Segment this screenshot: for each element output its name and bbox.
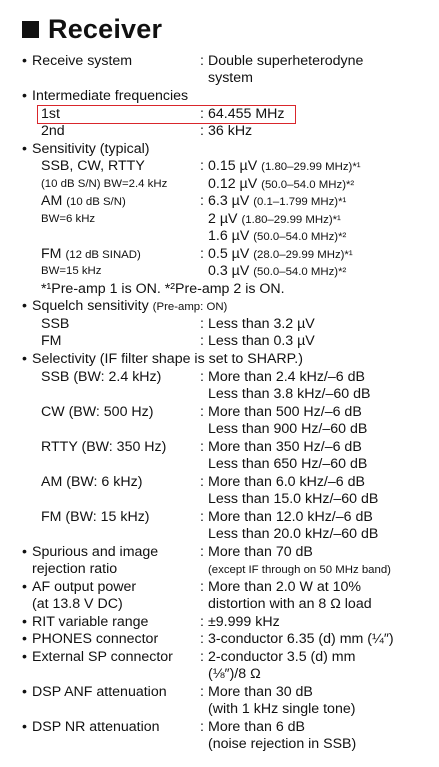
spec-colon: : xyxy=(200,544,204,560)
spec-colon: : xyxy=(200,684,204,700)
spec-value: system xyxy=(208,70,253,86)
spec-label: BW=6 kHz xyxy=(41,213,96,225)
spec-colon: : xyxy=(200,579,204,595)
spec-label: rejection ratio xyxy=(32,561,118,577)
spec-value: Less than 3.2 µV xyxy=(208,316,315,332)
spec-label: • Squelch sensitivity (Pre-amp: ON) xyxy=(32,298,227,316)
spec-label: • External SP connector xyxy=(32,649,173,666)
spec-colon: : xyxy=(200,614,204,630)
spec-colon: : xyxy=(200,246,204,262)
spec-value: More than 2.4 kHz/–6 dB xyxy=(208,369,365,385)
spec-value: More than 12.0 kHz/–6 dB xyxy=(208,509,373,525)
spec-value: 2-conductor 3.5 (d) mm xyxy=(208,649,356,665)
spec-colon: : xyxy=(200,158,204,174)
spec-label: 2nd xyxy=(41,123,65,139)
spec-label: BW=15 kHz xyxy=(41,265,102,277)
spec-colon: : xyxy=(200,123,204,139)
spec-value: (noise rejection in SSB) xyxy=(208,736,357,752)
spec-colon: : xyxy=(200,193,204,209)
spec-label: • RIT variable range xyxy=(32,614,148,631)
spec-label: • Sensitivity (typical) xyxy=(32,141,149,158)
section-title-text: Receiver xyxy=(48,13,163,44)
spec-colon: : xyxy=(200,106,204,122)
spec-label: (10 dB S/N) BW=2.4 kHz xyxy=(41,178,168,190)
spec-colon: : xyxy=(200,719,204,735)
spec-label: • Receive system xyxy=(32,53,132,70)
section-title xyxy=(22,12,162,46)
spec-label: FM (12 dB SINAD) xyxy=(41,246,141,262)
spec-colon: : xyxy=(200,316,204,332)
spec-value: 36 kHz xyxy=(208,123,253,139)
spec-label: SSB, CW, RTTY xyxy=(41,158,145,174)
spec-value: 0.12 µV (50.0–54.0 MHz)*² xyxy=(208,176,355,192)
spec-label: AM (10 dB S/N) xyxy=(41,193,126,209)
spec-value: More than 350 Hz/–6 dB xyxy=(208,439,362,455)
spec-value: More than 70 dB xyxy=(208,544,313,560)
spec-value: 1.6 µV (50.0–54.0 MHz)*² xyxy=(208,228,347,244)
footnote: *¹Pre-amp 1 is ON. *²Pre-amp 2 is ON. xyxy=(41,281,285,297)
spec-label: SSB xyxy=(41,316,70,332)
spec-colon: : xyxy=(200,439,204,455)
spec-value: More than 6 dB xyxy=(208,719,306,735)
spec-value: (⅛″)/8 Ω xyxy=(208,666,261,682)
black-square-icon xyxy=(22,21,39,38)
spec-value: ±9.999 kHz xyxy=(208,614,280,630)
spec-label: • PHONES connector xyxy=(32,631,158,648)
spec-colon: : xyxy=(200,631,204,647)
spec-label: FM xyxy=(41,333,62,349)
spec-value: Less than 0.3 µV xyxy=(208,333,315,349)
spec-value: Less than 3.8 kHz/–60 dB xyxy=(208,386,371,402)
spec-label: (at 13.8 V DC) xyxy=(32,596,123,612)
spec-value: More than 6.0 kHz/–6 dB xyxy=(208,474,365,490)
spec-value: 2 µV (1.80–29.99 MHz)*¹ xyxy=(208,211,341,227)
spec-label: • Spurious and image xyxy=(32,544,158,561)
spec-label: SSB (BW: 2.4 kHz) xyxy=(41,369,162,385)
spec-value: 3-conductor 6.35 (d) mm (¼″) xyxy=(208,631,394,647)
spec-value: (with 1 kHz single tone) xyxy=(208,701,356,717)
spec-value: distortion with an 8 Ω load xyxy=(208,596,372,612)
spec-colon: : xyxy=(200,404,204,420)
spec-colon: : xyxy=(200,474,204,490)
spec-value-note: (except IF through on 50 MHz band) xyxy=(208,564,391,576)
spec-label: • DSP NR attenuation xyxy=(32,719,160,736)
spec-value: 64.455 MHz xyxy=(208,106,285,122)
spec-label: RTTY (BW: 350 Hz) xyxy=(41,439,167,455)
spec-value: More than 2.0 W at 10% xyxy=(208,579,361,595)
spec-value: More than 500 Hz/–6 dB xyxy=(208,404,362,420)
spec-label: • Selectivity (IF filter shape is set to SHARP.) xyxy=(32,351,303,368)
spec-colon: : xyxy=(200,333,204,349)
spec-colon: : xyxy=(200,649,204,665)
spec-label: • AF output power xyxy=(32,579,136,596)
spec-label: • DSP ANF attenuation xyxy=(32,684,167,701)
spec-colon: : xyxy=(200,509,204,525)
spec-colon: : xyxy=(200,53,204,69)
spec-value: Less than 15.0 kHz/–60 dB xyxy=(208,491,379,507)
spec-value: Less than 20.0 kHz/–60 dB xyxy=(208,526,379,542)
spec-colon: : xyxy=(200,369,204,385)
spec-value: Less than 900 Hz/–60 dB xyxy=(208,421,368,437)
spec-label: 1st xyxy=(41,106,60,122)
spec-value: Double superheterodyne xyxy=(208,53,364,69)
spec-value: Less than 650 Hz/–60 dB xyxy=(208,456,368,472)
spec-label: AM (BW: 6 kHz) xyxy=(41,474,143,490)
spec-value: 6.3 µV (0.1–1.799 MHz)*¹ xyxy=(208,193,347,209)
spec-label: • Intermediate frequencies xyxy=(32,88,188,105)
spec-value: 0.15 µV (1.80–29.99 MHz)*¹ xyxy=(208,158,361,174)
spec-value: More than 30 dB xyxy=(208,684,313,700)
spec-value: 0.5 µV (28.0–29.99 MHz)*¹ xyxy=(208,246,353,262)
spec-value: 0.3 µV (50.0–54.0 MHz)*² xyxy=(208,263,347,279)
spec-label: CW (BW: 500 Hz) xyxy=(41,404,154,420)
spec-label: FM (BW: 15 kHz) xyxy=(41,509,150,525)
